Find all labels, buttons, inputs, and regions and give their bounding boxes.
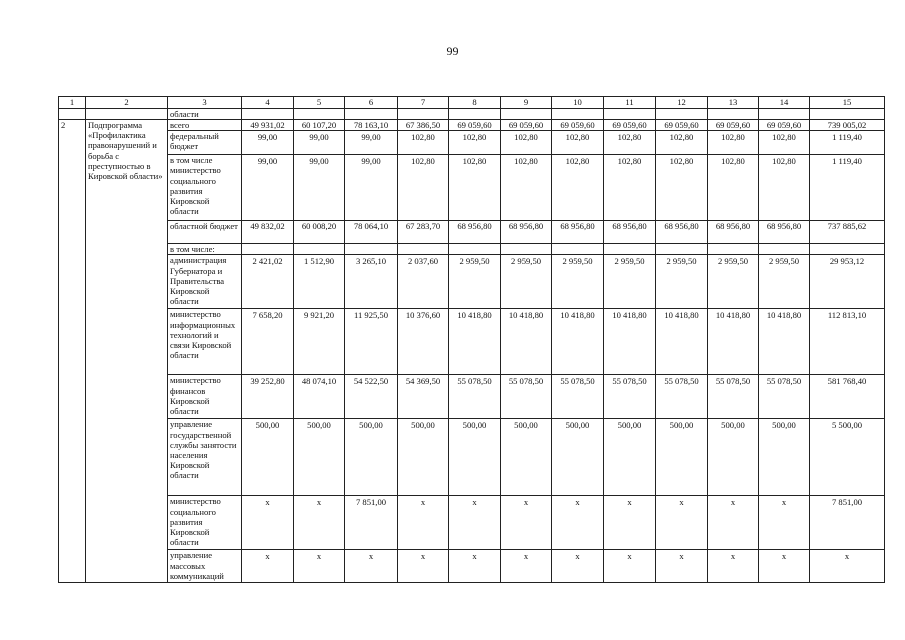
cell-value: 2 421,02 xyxy=(242,255,294,309)
cell-value: 48 074,10 xyxy=(294,375,345,419)
cell-value: 69 059,60 xyxy=(604,120,656,131)
cell-value: x xyxy=(604,550,656,583)
cell-value: x xyxy=(810,550,885,583)
cell-value: 500,00 xyxy=(656,419,708,496)
continued-row xyxy=(59,109,885,120)
cell-value: 1 512,90 xyxy=(294,255,345,309)
cell-value: x xyxy=(449,496,501,550)
cell-value: x xyxy=(501,496,552,550)
cell-value: x xyxy=(656,550,708,583)
cell-value: 2 959,50 xyxy=(656,255,708,309)
cell-value: 10 418,80 xyxy=(759,309,810,375)
column-number: 8 xyxy=(449,97,501,109)
cell-value xyxy=(552,244,604,255)
table-row xyxy=(59,131,885,155)
cell-value: 102,80 xyxy=(604,155,656,221)
column-number: 14 xyxy=(759,97,810,109)
table-row xyxy=(59,419,885,496)
row-label: в том числе: xyxy=(168,244,242,255)
column-number: 5 xyxy=(294,97,345,109)
cell-value: 102,80 xyxy=(759,155,810,221)
column-number: 11 xyxy=(604,97,656,109)
cell-value: 102,80 xyxy=(449,155,501,221)
cell-value: 2 959,50 xyxy=(708,255,759,309)
cell-value: 500,00 xyxy=(345,419,398,496)
cell-value: 7 851,00 xyxy=(345,496,398,550)
continued-label: области xyxy=(168,109,242,120)
cell-value: 500,00 xyxy=(294,419,345,496)
cell-value: 69 059,60 xyxy=(656,120,708,131)
cell-value: 49 832,02 xyxy=(242,221,294,244)
cell-value: 500,00 xyxy=(398,419,449,496)
cell-value: x xyxy=(708,550,759,583)
cell-value: 29 953,12 xyxy=(810,255,885,309)
cell-value: 102,80 xyxy=(708,131,759,155)
cell-value xyxy=(810,244,885,255)
cell-value: 10 418,80 xyxy=(656,309,708,375)
cell-value: 500,00 xyxy=(552,419,604,496)
column-number: 10 xyxy=(552,97,604,109)
cell-value: 10 418,80 xyxy=(449,309,501,375)
cell-value: 102,80 xyxy=(501,155,552,221)
cell-value: 67 386,50 xyxy=(398,120,449,131)
cell-value: x xyxy=(501,550,552,583)
table-row xyxy=(59,550,885,583)
row-index: 2 xyxy=(59,120,86,583)
cell-value: 2 959,50 xyxy=(449,255,501,309)
cell-value: 54 522,50 xyxy=(345,375,398,419)
cell-value: 55 078,50 xyxy=(449,375,501,419)
cell-value: 68 956,80 xyxy=(708,221,759,244)
cell-value: 69 059,60 xyxy=(501,120,552,131)
cell-value: x xyxy=(242,496,294,550)
cell-value: 10 418,80 xyxy=(552,309,604,375)
cell-value: x xyxy=(708,496,759,550)
cell-value: 2 959,50 xyxy=(552,255,604,309)
cell-value: 69 059,60 xyxy=(708,120,759,131)
cell-value: 7 658,20 xyxy=(242,309,294,375)
cell-value: 102,80 xyxy=(759,131,810,155)
cell-value: 112 813,10 xyxy=(810,309,885,375)
row-label: областной бюджет xyxy=(168,221,242,244)
cell-value: x xyxy=(656,496,708,550)
cell-value: x xyxy=(604,496,656,550)
cell-value: 3 265,10 xyxy=(345,255,398,309)
cell-value: 68 956,80 xyxy=(449,221,501,244)
cell-value: 102,80 xyxy=(552,131,604,155)
cell-value: 102,80 xyxy=(552,155,604,221)
cell-value: 68 956,80 xyxy=(501,221,552,244)
cell-value: 500,00 xyxy=(759,419,810,496)
cell-value: 500,00 xyxy=(449,419,501,496)
cell-value: 2 037,60 xyxy=(398,255,449,309)
column-number: 7 xyxy=(398,97,449,109)
table-row xyxy=(59,120,885,131)
cell-value: 102,80 xyxy=(656,155,708,221)
cell-value: 11 925,50 xyxy=(345,309,398,375)
cell-value: 500,00 xyxy=(604,419,656,496)
cell-value: 54 369,50 xyxy=(398,375,449,419)
cell-value xyxy=(501,244,552,255)
cell-value: 9 921,20 xyxy=(294,309,345,375)
row-label: управление государственной службы занятости населения Кировской области xyxy=(168,419,242,496)
column-number: 13 xyxy=(708,97,759,109)
cell-value: 10 376,60 xyxy=(398,309,449,375)
cell-value: x xyxy=(294,550,345,583)
cell-value: 7 851,00 xyxy=(810,496,885,550)
program-name: Подпрограмма «Профилактика правонарушений и борьба с преступностью в Кировской области» xyxy=(86,120,168,583)
cell-value: 99,00 xyxy=(242,155,294,221)
cell-value: 102,80 xyxy=(656,131,708,155)
column-number: 1 xyxy=(59,97,86,109)
cell-value: x xyxy=(242,550,294,583)
column-number: 2 xyxy=(86,97,168,109)
cell-value xyxy=(242,244,294,255)
cell-value: 739 005,02 xyxy=(810,120,885,131)
cell-value: 1 119,40 xyxy=(810,131,885,155)
cell-value: 68 956,80 xyxy=(656,221,708,244)
cell-value: 55 078,50 xyxy=(759,375,810,419)
page-number: 99 xyxy=(446,44,459,58)
cell-value: 102,80 xyxy=(398,155,449,221)
row-label: министерство информационных технологий и связи Кировской области xyxy=(168,309,242,375)
cell-value: 10 418,80 xyxy=(501,309,552,375)
cell-value: x xyxy=(449,550,501,583)
cell-value xyxy=(759,244,810,255)
cell-value: 737 885,62 xyxy=(810,221,885,244)
column-number: 9 xyxy=(501,97,552,109)
cell-value: 69 059,60 xyxy=(449,120,501,131)
cell-value: 5 500,00 xyxy=(810,419,885,496)
cell-value: 99,00 xyxy=(242,131,294,155)
cell-value: 39 252,80 xyxy=(242,375,294,419)
cell-value: 102,80 xyxy=(708,155,759,221)
cell-value: x xyxy=(345,550,398,583)
cell-value: 1 119,40 xyxy=(810,155,885,221)
cell-value: 68 956,80 xyxy=(759,221,810,244)
cell-value xyxy=(345,244,398,255)
row-label: всего xyxy=(168,120,242,131)
cell-value: 78 064,10 xyxy=(345,221,398,244)
cell-value: 55 078,50 xyxy=(708,375,759,419)
cell-value: 10 418,80 xyxy=(604,309,656,375)
cell-value: 55 078,50 xyxy=(604,375,656,419)
cell-value xyxy=(294,244,345,255)
cell-value: 55 078,50 xyxy=(501,375,552,419)
empty-cell xyxy=(86,109,168,120)
table-row xyxy=(59,255,885,309)
cell-value: x xyxy=(552,496,604,550)
budget-table xyxy=(58,96,885,583)
cell-value: 102,80 xyxy=(501,131,552,155)
cell-value: 68 956,80 xyxy=(552,221,604,244)
column-number: 15 xyxy=(810,97,885,109)
cell-value xyxy=(398,244,449,255)
cell-value: 99,00 xyxy=(294,131,345,155)
cell-value: 500,00 xyxy=(708,419,759,496)
row-label: министерство финансов Кировской области xyxy=(168,375,242,419)
column-number-row xyxy=(59,97,885,109)
empty-cell xyxy=(59,109,86,120)
column-number: 12 xyxy=(656,97,708,109)
cell-value: x xyxy=(552,550,604,583)
cell-value: x xyxy=(759,550,810,583)
cell-value: 60 008,20 xyxy=(294,221,345,244)
cell-value: 69 059,60 xyxy=(552,120,604,131)
cell-value: 2 959,50 xyxy=(501,255,552,309)
row-label: федеральный бюджет xyxy=(168,131,242,155)
row-label: администрация Губернатора и Правительства Кировской области xyxy=(168,255,242,309)
cell-value: 102,80 xyxy=(398,131,449,155)
cell-value: 99,00 xyxy=(345,155,398,221)
cell-value: 99,00 xyxy=(294,155,345,221)
cell-value: 99,00 xyxy=(345,131,398,155)
cell-value xyxy=(708,244,759,255)
table-row xyxy=(59,496,885,550)
cell-value xyxy=(449,244,501,255)
cell-value: 2 959,50 xyxy=(759,255,810,309)
cell-value: 102,80 xyxy=(449,131,501,155)
cell-value: 500,00 xyxy=(501,419,552,496)
column-number: 4 xyxy=(242,97,294,109)
cell-value: 68 956,80 xyxy=(604,221,656,244)
cell-value: 78 163,10 xyxy=(345,120,398,131)
column-number: 6 xyxy=(345,97,398,109)
cell-value: 10 418,80 xyxy=(708,309,759,375)
table-row xyxy=(59,375,885,419)
cell-value: x xyxy=(294,496,345,550)
cell-value: 60 107,20 xyxy=(294,120,345,131)
cell-value: 2 959,50 xyxy=(604,255,656,309)
cell-value: 102,80 xyxy=(604,131,656,155)
cell-value: 69 059,60 xyxy=(759,120,810,131)
cell-value xyxy=(656,244,708,255)
cell-value: 55 078,50 xyxy=(656,375,708,419)
column-number: 3 xyxy=(168,97,242,109)
cell-value: x xyxy=(398,496,449,550)
table-row xyxy=(59,244,885,255)
cell-value: x xyxy=(398,550,449,583)
cell-value: 55 078,50 xyxy=(552,375,604,419)
cell-value: 67 283,70 xyxy=(398,221,449,244)
table-row xyxy=(59,155,885,221)
table-row xyxy=(59,221,885,244)
row-label: в том числе министерство социального развития Кировской области xyxy=(168,155,242,221)
table-row xyxy=(59,309,885,375)
cell-value: 500,00 xyxy=(242,419,294,496)
cell-value: 49 931,02 xyxy=(242,120,294,131)
row-label: управление массовых коммуникаций xyxy=(168,550,242,583)
row-label: министерство социального развития Кировской области xyxy=(168,496,242,550)
cell-value: x xyxy=(759,496,810,550)
cell-value xyxy=(604,244,656,255)
cell-value: 581 768,40 xyxy=(810,375,885,419)
